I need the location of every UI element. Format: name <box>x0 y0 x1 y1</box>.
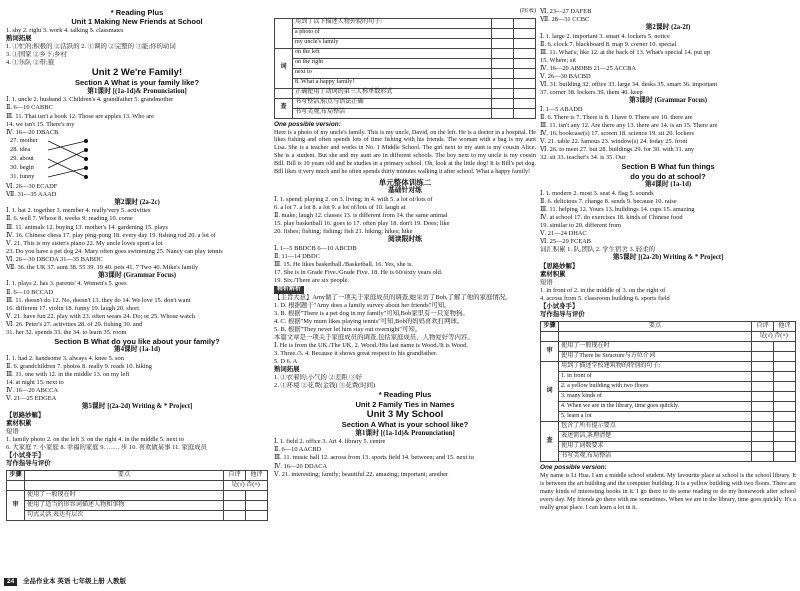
table-header: 自评 <box>752 322 774 332</box>
answer-line: Ⅰ. 1. plays 2. has 3. parents' 4. Women's 5. goes <box>6 280 127 288</box>
table-category: 审 <box>7 491 25 521</box>
answer-line: Ⅴ. 21—24 DHAC <box>540 229 587 237</box>
table-category: 词 <box>541 362 559 422</box>
answer-line: 4. ①乐队 ②带;箍 <box>6 59 55 66</box>
table-category <box>275 88 293 98</box>
col1-top-lines <box>6 8 268 137</box>
answer-line: Ⅰ. 1. spend; playing 2. on 3. living; in 4. with 5. a lot of/lots of <box>274 195 433 203</box>
analysis-note: 5. B. 根据"They never let him stay out overnight"可知。 <box>274 325 422 333</box>
answer-line: Section A What is your school like? <box>341 420 469 430</box>
answer-line: Ⅲ. 15. He likes basketball./Basketball. 16. Yes, she is. <box>274 260 413 268</box>
matching-word: 31. funny <box>10 172 35 180</box>
answer-line: Ⅰ. 1—5 ABADD <box>540 105 583 113</box>
answer-line: 1. ①忙的;积极的 ②活跃的 2. ①调的 ②完整的 ③能;你的动词 <box>6 42 176 50</box>
answer-line: 词汇积累 1. 队,团队 2. 学生宿舍 3. 轻柔的 <box>540 245 656 253</box>
answer-line: 第5课时 [(2a-2b) Writing & * Project] <box>612 254 724 261</box>
table-header-yes-no: 是(√) 否(×) <box>224 481 268 491</box>
table-row: 使用了词数要求 <box>559 442 752 452</box>
table-header-step: 步骤 <box>7 471 25 481</box>
answer-line: Ⅱ. 6. grandchildren 7. photos 8. really 9. reads 10. hiking <box>6 362 152 370</box>
answer-line: Ⅰ. 1. field 2. office 3. Art 4. library 5. centre <box>274 438 386 446</box>
writing-evaluation-table-2 <box>540 321 796 462</box>
answer-line: 14. at night 15. next to <box>6 379 64 387</box>
analysis-tag: 精析解析 <box>274 286 304 294</box>
answer-line: Ⅰ. 1. large 2. important 3. smart 4. lockers 5. notice <box>540 32 670 40</box>
answer-line: 1. family photo 2. on the left 3. on the right 4. in the middle 5. next to <box>6 435 184 443</box>
table-row: 5. learn a lot <box>559 412 752 422</box>
table-row: 1. in front of <box>559 372 752 382</box>
answer-line: 第4课时 (1a-1d) <box>113 346 161 354</box>
col3-answer-lines <box>540 8 796 319</box>
table-row: on the left <box>293 48 492 58</box>
answer-line: 素材积累 <box>6 419 32 427</box>
answer-line: Section A What is your family like? <box>74 78 200 88</box>
answer-line: 基础针对练 <box>388 187 422 195</box>
answer-line: 20. fishes; fishing; fishing; fish 21. hiking; hikes; hike <box>274 228 413 236</box>
answer-line: 3. Three./3. 4. Because it shows great respect to his grandfather. <box>274 349 438 357</box>
answer-line: 短语 <box>6 427 19 435</box>
answer-line: Ⅴ. 21—25 EDGEA <box>6 395 57 403</box>
table-row: 正确使用了动词的第三人称单数形式 <box>293 88 492 98</box>
table-row: 书写美观,布局整洁 <box>293 108 492 118</box>
matching-lines <box>6 137 126 183</box>
answer-line: 1. shy 2. right 3. work 4. talking 5. classmates <box>6 26 124 34</box>
answer-line: Ⅱ. 11—14 DBDC <box>274 252 320 260</box>
answer-line: Ⅳ. 16—20 DBACB <box>6 128 59 136</box>
answer-line: Ⅲ. 11. one with 12. in the middle 13. on my left <box>6 370 130 378</box>
answer-line: 【小试身手】 <box>540 302 579 310</box>
table-row: next to <box>293 68 492 78</box>
answer-line: 31. her 32. spends 33. the 34. to learn 35. room <box>6 328 127 336</box>
answer-line: do you do at school? <box>630 171 706 181</box>
matching-word: 27. mother <box>10 136 38 144</box>
answer-line: 19. similar to 20. different from <box>540 221 621 229</box>
word-matching-exercise <box>6 137 268 183</box>
answer-line: 【小试身手】 <box>6 452 45 460</box>
answer-line: Ⅱ. 6. delicious 7. change 8. sends 9. because 10. raise <box>540 197 677 205</box>
answer-line: Ⅵ. 26—30 ECADF <box>6 182 58 190</box>
table-row: 3. many kinds of <box>559 392 752 402</box>
col1-answer-lines <box>6 183 268 469</box>
table-header-points: 要点 <box>25 471 224 481</box>
answer-line: 第1课时 [(1a-1d)& Pronunciation] <box>87 87 187 95</box>
answer-line: Unit 1 Making New Friends at School <box>71 17 203 27</box>
table-row: 4. When we are in the library, time goes quickly. <box>559 402 752 412</box>
table-category: 词 <box>275 48 293 88</box>
answer-line: 熟词拓展 <box>274 366 300 374</box>
matching-word: 30. begin <box>10 163 34 171</box>
answer-line: Ⅲ. 11. music hall 12. across from 13. sports field 14. between; and 15. next to <box>274 454 474 462</box>
answer-line: 23. Do you have a pet dog 24. Mary often goes swimming 25. Nancy can play tennis <box>6 247 223 255</box>
table-row: 句式灵活,表达有层次 <box>25 511 224 521</box>
answer-line: Ⅵ. 26—30 DBCDA 31—35 BABDC <box>6 255 103 263</box>
table-header: 他评 <box>774 322 796 332</box>
continued-label: (续表) <box>520 8 536 14</box>
analysis-note: 1. D. 根据题干"Amy does a family survey about her friends"可知。 <box>274 301 451 309</box>
matching-word: 29. about <box>10 154 34 162</box>
answer-line: 1. in front of 2. in the middle of 3. on the right of <box>540 286 666 294</box>
answer-line: 【思路妙解】 <box>540 262 579 270</box>
version-title: One possible version: <box>274 120 341 128</box>
table-row: 8. What a happy family! <box>293 78 492 88</box>
table-row: 用到了描述学校建筑物的特别的句子: <box>559 362 752 372</box>
model-essay-2: My name is Li Hua. I am a middle school student. My favourite place at school is the school library. It is between the art building and the computer building. It is a yellow building with two floors. There are many kinds of interesting books in it. I go there to do some reading or do my homework after school every day. My friends go there with me sometimes. When we are in the library, time goes quickly. It's a really great place. I can learn a lot in it. <box>540 472 796 511</box>
answer-line: 熟词拓展 <box>6 34 32 42</box>
answer-line: 第4课时 (1a-1d) <box>644 180 692 188</box>
answer-line: 6. a lot 7. a lot 8. a lot 9. a lot of/lots of 10. laugh at <box>274 203 406 211</box>
table-header-peer: 他评 <box>246 471 268 481</box>
answer-line: Unit 2 Family Ties in Names <box>355 399 455 409</box>
table-row: 使用了一般现在时 <box>559 342 752 352</box>
answer-line: Ⅱ. 6. There is 7. There is 8. I have 9. There are 10. there are <box>540 113 693 121</box>
table-header: 步骤 <box>541 322 559 332</box>
table-header: 要点 <box>559 322 752 332</box>
answer-line: Ⅵ. 26. Peter's 27. activities 28. of 29. fishing 30. and <box>6 320 143 328</box>
answer-line: 15. Where; sit <box>540 56 576 64</box>
table-row: 2. a yellow building with two floors <box>559 382 752 392</box>
answer-line: 写作指导与评价 <box>6 460 51 468</box>
answer-line: Ⅶ. 36. the UK 37. aunt 38. 55 39. 19 40. pets 41. 7 Two 40. Mike's family <box>6 263 199 271</box>
table-category: 查 <box>541 422 559 462</box>
table-header-self: 自评 <box>224 471 246 481</box>
table-row: on the right <box>293 58 492 68</box>
table-header-yes-no: 是(√) 否(×) <box>752 332 796 342</box>
table-category <box>275 18 293 48</box>
answer-line: 第3课时 (Grammar Focus) <box>628 97 708 105</box>
answer-line: Ⅴ. 26—30 BACBD <box>540 73 591 80</box>
page-footer <box>0 575 268 591</box>
answer-line: 32. sit 33. teacher's 34. is 35. Our <box>540 154 626 162</box>
answer-line: 1. ①衣着的;小气的 ②差距 ③好 <box>274 374 363 382</box>
analysis-note: 3. B. 根据"There is a pet dog in my family"可知,Bob家里有一只宠物狗。 <box>274 309 469 317</box>
analysis-note: 本篇文章是一项关于家庭成员的调查,包括家庭成员、人物爱好等内容。 <box>274 333 474 341</box>
answer-line: Ⅴ. 21. interesting; family; beautiful 22. amazing; important; another <box>274 470 449 478</box>
writing-evaluation-table-continued <box>274 18 536 119</box>
answer-line: 第3课时 (Grammar Focus) <box>97 271 177 279</box>
answer-line: 37. corner 38. lockers 39. them 40. keep <box>540 89 643 97</box>
answer-line: Ⅶ. 28—31 CCBC <box>540 16 590 24</box>
writing-evaluation-table-1 <box>6 470 268 521</box>
answer-line: Ⅰ. 1. modern 2. most 3. seat 4. flag 5. sounds <box>540 189 654 197</box>
table-category: 查 <box>275 98 293 118</box>
answer-line: * Reading Plus <box>110 8 164 17</box>
answer-line: Ⅳ. 16. bookcase(s) 17. screen 18. science 19. sit 20. lockers <box>540 129 695 137</box>
answer-line: Ⅳ. at school 17. do exercises 18. kinds of Chinese food <box>540 213 683 221</box>
answer-line: 第5课时 [(2a-2d) Writing & * Project] <box>81 403 193 411</box>
answer-line: Ⅲ. 11. isn't any 12. Are there any 13. there are 14. is an 15. There are <box>540 121 718 129</box>
answer-column-1 <box>6 8 268 573</box>
col2-answer-lines <box>274 178 536 285</box>
answer-line: 第2课时 (2a-2c) <box>114 198 160 206</box>
answer-line: 5. D 6. A <box>274 358 298 366</box>
answer-line: Ⅱ. make; laugh 12. classes 13. is different from 14. the same animal <box>274 211 448 219</box>
model-essay: Here is a photo of my uncle's family. This is my uncle, David, on the left. He is a doctor in a hospital. He likes fishing and often spends lots of time fishing with his friends. The woman with a bag is my aunt Lisa. She is a teacher and works in No. 1 Middle School. The girl next to my aunt is my cousin Alice. She is a student. But she and my aunt are in different schools. The boy next to my uncle is my cousin Bill. Bill is 10 years old and he studies in a primary school. Oh, look at the little dog! It is Bill's pet dog. Bill likes it very much and he often spends thirty minutes walking it after school. What a happy family! <box>274 128 536 175</box>
answer-line: 写作指导与评价 <box>540 310 585 318</box>
answer-line: 短语 <box>540 278 553 286</box>
answer-line: Ⅴ. 21. have fun 22. play with 23. often wears 24. Do; or 25. Whose watch <box>6 312 195 320</box>
answer-line: Ⅰ. He is from the UK./The UK. 2. Wood./His last name is Wood./It is Wood. <box>274 341 468 349</box>
answer-line: Ⅲ. 11. That isn't a book 12. Those are apples 13. Who are <box>6 112 154 120</box>
table-row: 书写整洁,标点与语法正确 <box>293 98 492 108</box>
answer-line: Ⅰ. 1. uncle 2. husband 3. Children's 4. grandfather 5. grandmother <box>6 96 174 104</box>
table-row: my uncle's family <box>293 38 492 48</box>
answer-line: 阅读限时练 <box>388 236 422 244</box>
answer-line: 单元整体训练二 <box>378 177 432 187</box>
answer-line: Ⅱ. 6. well 7. Whose 8. weeks 9. reading 10. come <box>6 215 133 223</box>
book-title: 全品作业本 英语 七年级上册 人教版 <box>23 578 126 585</box>
answer-line: Ⅵ. 26. to meet 27. but 28. buildings 29. for 30. with 31. any <box>540 146 695 154</box>
table-row: 使用了适当的形容词描述人物和事物 <box>25 501 224 511</box>
answer-line: Ⅶ. 31—35 AAAD <box>6 190 57 198</box>
answer-line: Ⅵ. 31. building 32. office 33. large 34. desks 35. smart 36. important <box>540 81 718 89</box>
answer-line: Ⅵ. 25—29 FCEAB <box>540 237 591 245</box>
table-row: 包含了所有提示要点 <box>559 422 752 432</box>
analysis-note: 4. C. 根据"My mum likes playing tennis"可知,Bob的妈妈喜欢打网球。 <box>274 317 464 325</box>
answer-line: 3. ①国家 ②乡下;乡村 <box>6 50 67 58</box>
answer-line: Ⅴ. 21. table 22. famous 23. window(s) 24. today 25. front <box>540 138 688 145</box>
answer-line: 2. ①环境 ②花费(金钱) ③花费(时间) <box>274 382 376 390</box>
answer-line: Ⅱ. 6. clock 7. blackboard 8. map 9. corner 10. special <box>540 40 677 48</box>
answer-column-2 <box>274 8 536 573</box>
answer-line: 17. She is in Grade Five./Grade Five. 18. He is 60/sixty years old. <box>274 268 443 276</box>
answer-line: Ⅳ. 16. Chinese chess 17. play ping-pong 18. every day 19. fishing rod 20. a lot of <box>6 231 216 239</box>
answer-line: Ⅳ. 16—20 ABDBB 21—25 ACCBA <box>540 64 637 72</box>
answer-line: Ⅲ. 11. animals 12. buying 13. mother's 14. gardening 15. plays <box>6 223 168 231</box>
answer-line: 14. we isn't 15. There's my <box>6 120 75 128</box>
answer-line: Ⅰ. 1—5 BBDCB 6—10 ABCDB <box>274 244 357 252</box>
answer-line: 4. across from 5. classroom building 6. sports field <box>540 294 670 302</box>
answer-line: Ⅱ. 6—10 AACBD <box>274 446 322 454</box>
analysis-notes <box>274 294 536 342</box>
answer-line: 第1课时 [(1a-1d)& Pronunciation] <box>355 429 455 437</box>
answer-line: Section B What fun things <box>621 162 715 172</box>
answer-line: Ⅲ. 11. What's; like 12. at the back of 13. What's special 14. put up <box>540 48 711 56</box>
answer-line: Ⅰ. 1. had 2. handsome 3. always 4. knee 5. son <box>6 354 124 362</box>
answer-line: * Reading Plus <box>378 390 432 400</box>
table-row: a photo of <box>293 28 492 38</box>
answer-line: Ⅱ. 6—10 CABBC <box>6 104 53 112</box>
answer-line: Ⅵ. 23—27 DAFEB <box>540 8 592 15</box>
col2-answer-lines-2 <box>274 342 536 479</box>
answer-line: Unit 2 We're Family! <box>91 67 183 79</box>
table-row: 使用了一般现在时 <box>25 491 224 501</box>
answer-line: 19. Six./There are six people. <box>274 276 350 284</box>
answer-line: Unit 3 My School <box>366 409 444 421</box>
matching-word: 28. idea <box>10 145 31 153</box>
answer-line: 16. different 17. violin 18. funny 19. laugh 20. short <box>6 304 140 312</box>
answer-line: 【思路妙解】 <box>6 411 45 419</box>
table-row: 使用了There be Structure与方位介词 <box>559 352 752 362</box>
analysis-note: 【主旨大意】Amy做了一项关于家庭成员的调查,她采访了Bob,了解了他的家庭情况。 <box>274 293 512 301</box>
answer-line: 6. 大家庭 7. 小家庭 8. 幸福的家庭 9. …… 步 10. 喜欢做某事 11. 家庭成员 <box>6 444 208 452</box>
table-category: 审 <box>541 342 559 362</box>
answer-line: Ⅲ. 11. helping 12. Yours 13. buildings 14. cups 15. amazing <box>540 205 695 213</box>
table-row: 书写美观,布局整洁 <box>559 452 752 462</box>
answer-line: Ⅳ. 16—20 DDACA <box>274 462 328 470</box>
answer-line: Ⅲ. 11. doesn't do 12. No, doesn't 13. they do 14. We love 15. don't want <box>6 296 191 304</box>
answer-line: Ⅳ. 16—20 ABCCA <box>6 387 59 395</box>
answer-line: Ⅰ. 1. bat 2. together 3. member 4. really/very 5. activities <box>6 207 151 215</box>
answer-column-3 <box>540 8 796 573</box>
table-row: 用到了以下描述人物外貌的句子: <box>293 18 492 28</box>
answer-line: Ⅱ. 6—10 BCCAD <box>6 288 54 296</box>
answer-line: 第2课时 (2a-2f) <box>645 24 691 32</box>
answer-line: 素材积累 <box>540 270 566 278</box>
answer-line: 15. play basketball 16. goes to 17. often play 18. don't 19. Does; like <box>274 219 450 227</box>
answer-line: Section B What do you like about your family? <box>54 336 220 346</box>
answer-line: Ⅴ. 21. This is my sister's piano 22. My uncle loves sport a lot <box>6 239 163 247</box>
version-title-2: One possible version: <box>540 464 607 471</box>
table-row: 表述简洁,条理清楚 <box>559 432 752 442</box>
page-number: 24 <box>4 578 17 586</box>
